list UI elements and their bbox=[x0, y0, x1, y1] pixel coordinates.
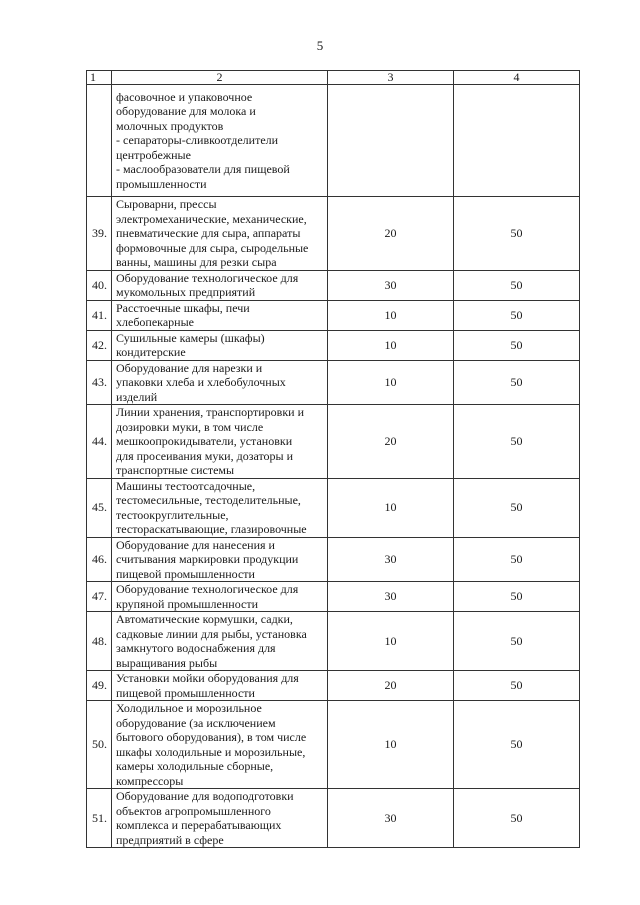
row-number: 44. bbox=[87, 405, 112, 479]
equipment-description bbox=[112, 405, 328, 479]
description-line: предприятий в сфере bbox=[116, 832, 224, 847]
description-line: кондитерские bbox=[116, 345, 186, 359]
description-line: Сыроварни, прессы bbox=[116, 197, 217, 211]
table-row bbox=[87, 789, 580, 848]
description-line: выращивания рыбы bbox=[116, 655, 218, 670]
row-number: 46. bbox=[87, 537, 112, 582]
header-col-2: 2 bbox=[112, 71, 328, 85]
col4-value: 50 bbox=[454, 789, 580, 848]
description-line: промышленности bbox=[116, 176, 207, 191]
description-line: Установки мойки оборудования для bbox=[116, 671, 299, 685]
header-col-1: 1 bbox=[87, 71, 112, 85]
description-line: крупяной промышленности bbox=[116, 596, 258, 611]
table-row bbox=[87, 197, 580, 271]
equipment-description bbox=[112, 360, 328, 405]
description-line: молочных продуктов bbox=[116, 118, 224, 133]
description-line: ванны, машины для резки сыра bbox=[116, 255, 277, 269]
col3-value: 10 bbox=[328, 300, 454, 330]
row-number bbox=[87, 85, 112, 197]
col3-value: 10 bbox=[328, 701, 454, 789]
equipment-description bbox=[112, 270, 328, 300]
row-number: 49. bbox=[87, 671, 112, 701]
equipment-description bbox=[112, 197, 328, 271]
description-line: бытового оборудования), в том числе bbox=[116, 730, 307, 744]
description-line: изделий bbox=[116, 389, 158, 404]
description-line: пищевой промышленности bbox=[116, 566, 255, 581]
description-line: Оборудование для водоподготовки bbox=[116, 789, 294, 803]
col4-value: 50 bbox=[454, 701, 580, 789]
description-line: пневматические для сыра, аппараты bbox=[116, 226, 301, 240]
col3-value: 20 bbox=[328, 671, 454, 701]
table-header-row bbox=[87, 71, 580, 85]
table-row bbox=[87, 300, 580, 330]
col4-value: 50 bbox=[454, 537, 580, 582]
row-number: 48. bbox=[87, 612, 112, 671]
description-line: Линии хранения, транспортировки и bbox=[116, 405, 304, 419]
description-line: Машины тестоотсадочные, bbox=[116, 478, 256, 493]
header-col-4: 4 bbox=[454, 71, 580, 85]
col4-value: 50 bbox=[454, 671, 580, 701]
col4-value: 50 bbox=[454, 197, 580, 271]
description-line: центробежные bbox=[116, 147, 191, 162]
description-line: шкафы холодильные и морозильные, bbox=[116, 744, 306, 759]
description-line: объектов агропромышленного bbox=[116, 803, 271, 818]
table-row bbox=[87, 612, 580, 671]
description-line: тестомесильные, тестоделительные, bbox=[116, 493, 301, 507]
description-line: электромеханические, механические, bbox=[116, 211, 307, 226]
col4-value: 50 bbox=[454, 405, 580, 479]
equipment-table bbox=[86, 70, 580, 848]
row-number: 42. bbox=[87, 330, 112, 360]
col3-value: 10 bbox=[328, 360, 454, 405]
description-line: Холодильное и морозильное bbox=[116, 701, 262, 715]
table-row bbox=[87, 405, 580, 479]
col4-value: 50 bbox=[454, 478, 580, 537]
description-line: считывания маркировки продукции bbox=[116, 552, 299, 566]
description-line: фасовочное и упаковочное bbox=[116, 89, 253, 104]
description-line: хлебопекарные bbox=[116, 315, 194, 329]
col4-value: 50 bbox=[454, 360, 580, 405]
description-line: Оборудование для нарезки и bbox=[116, 360, 263, 375]
col3-value: 10 bbox=[328, 478, 454, 537]
equipment-description bbox=[112, 612, 328, 671]
row-number: 50. bbox=[87, 701, 112, 789]
col4-value bbox=[454, 85, 580, 197]
row-number: 45. bbox=[87, 478, 112, 537]
description-line: пищевой промышленности bbox=[116, 685, 255, 700]
row-number: 39. bbox=[87, 197, 112, 271]
description-line: тестораскатывающие, глазировочные bbox=[116, 522, 307, 536]
row-number: 43. bbox=[87, 360, 112, 405]
table-row bbox=[87, 478, 580, 537]
description-line: транспортные системы bbox=[116, 463, 235, 477]
col4-value: 50 bbox=[454, 330, 580, 360]
description-line: комплекса и перерабатывающих bbox=[116, 818, 282, 832]
description-line: для просеивания муки, дозаторы и bbox=[116, 448, 294, 463]
table-row bbox=[87, 270, 580, 300]
table-row bbox=[87, 671, 580, 701]
col3-value: 30 bbox=[328, 270, 454, 300]
col4-value: 50 bbox=[454, 582, 580, 612]
col3-value: 30 bbox=[328, 582, 454, 612]
table-row bbox=[87, 701, 580, 789]
description-line: Оборудование технологическое для bbox=[116, 582, 299, 596]
description-line: Расстоечные шкафы, печи bbox=[116, 300, 250, 315]
page-number: 5 bbox=[316, 38, 324, 53]
table-row bbox=[87, 537, 580, 582]
col4-value: 50 bbox=[454, 612, 580, 671]
table-row bbox=[87, 582, 580, 612]
description-line: тестоокруглительные, bbox=[116, 507, 229, 522]
table-row bbox=[87, 330, 580, 360]
description-line: мукомольных предприятий bbox=[116, 285, 256, 299]
description-line: - маслообразователи для пищевой bbox=[116, 162, 290, 177]
row-number: 51. bbox=[87, 789, 112, 848]
row-number: 41. bbox=[87, 300, 112, 330]
equipment-description bbox=[112, 330, 328, 360]
col3-value: 30 bbox=[328, 537, 454, 582]
description-line: дозировки муки, в том числе bbox=[116, 419, 264, 434]
col4-value: 50 bbox=[454, 300, 580, 330]
table-row bbox=[87, 360, 580, 405]
col3-value: 10 bbox=[328, 612, 454, 671]
description-line: упаковки хлеба и хлебобулочных bbox=[116, 375, 286, 389]
header-col-3: 3 bbox=[328, 71, 454, 85]
col3-value: 20 bbox=[328, 197, 454, 271]
description-line: оборудование (за исключением bbox=[116, 715, 276, 730]
description-line: камеры холодильные сборные, bbox=[116, 759, 274, 773]
equipment-description bbox=[112, 671, 328, 701]
row-number: 40. bbox=[87, 270, 112, 300]
equipment-description bbox=[112, 300, 328, 330]
equipment-description bbox=[112, 789, 328, 848]
equipment-description bbox=[112, 85, 328, 197]
col3-value: 30 bbox=[328, 789, 454, 848]
table-row bbox=[87, 85, 580, 197]
description-line: Автоматические кормушки, садки, bbox=[116, 612, 293, 626]
description-line: Оборудование технологическое для bbox=[116, 270, 299, 285]
equipment-description bbox=[112, 701, 328, 789]
description-line: садковые линии для рыбы, установка bbox=[116, 626, 307, 641]
row-number: 47. bbox=[87, 582, 112, 612]
col3-value: 10 bbox=[328, 330, 454, 360]
description-line: формовочные для сыра, сыродельные bbox=[116, 240, 309, 255]
description-line: Оборудование для нанесения и bbox=[116, 537, 275, 552]
description-line: - сепараторы-сливкоотделители bbox=[116, 133, 279, 148]
description-line: оборудование для молока и bbox=[116, 104, 256, 119]
equipment-description bbox=[112, 537, 328, 582]
equipment-description bbox=[112, 478, 328, 537]
description-line: компрессоры bbox=[116, 773, 184, 788]
equipment-description bbox=[112, 582, 328, 612]
col4-value: 50 bbox=[454, 270, 580, 300]
description-line: замкнутого водоснабжения для bbox=[116, 641, 276, 655]
col3-value: 20 bbox=[328, 405, 454, 479]
description-line: мешкоопрокидыватели, установки bbox=[116, 434, 293, 448]
description-line: Сушильные камеры (шкафы) bbox=[116, 330, 265, 345]
col3-value bbox=[328, 85, 454, 197]
